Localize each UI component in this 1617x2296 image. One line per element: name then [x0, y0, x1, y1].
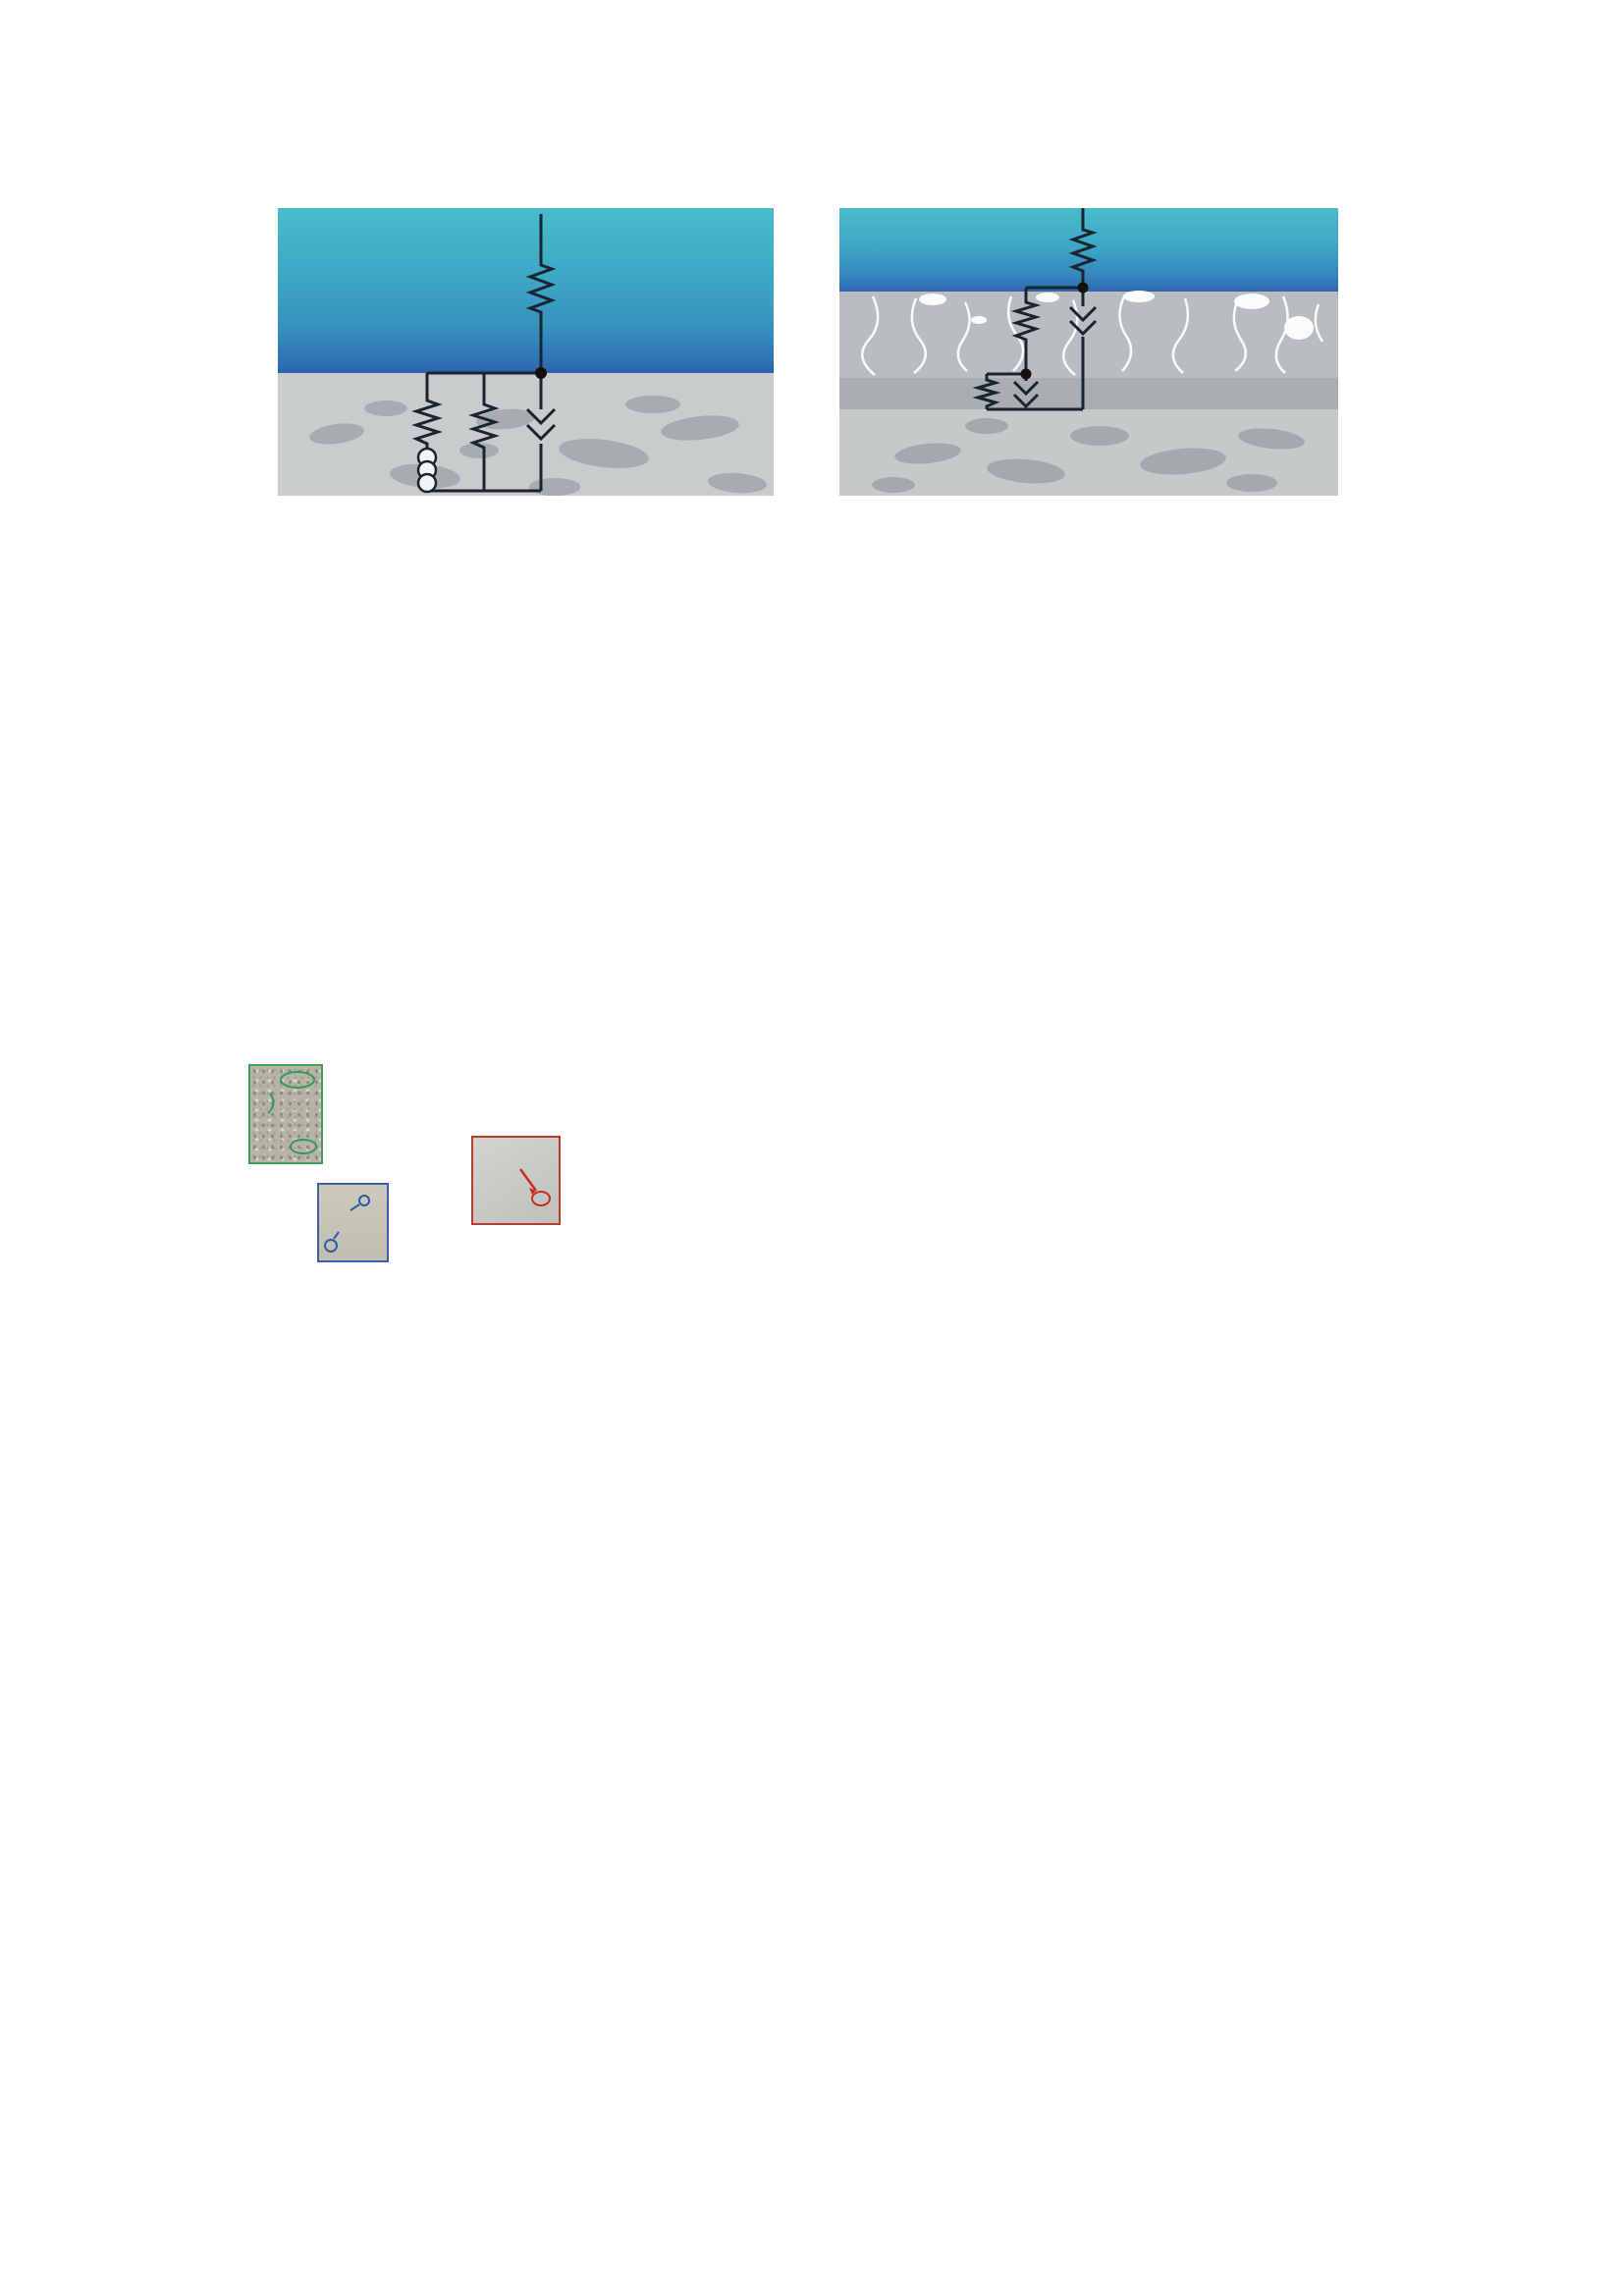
nacl-solution-region-b — [839, 208, 1338, 292]
hydrogen-evolution-plot — [137, 927, 648, 1390]
fig9-chart — [137, 927, 648, 1390]
left-column — [110, 925, 809, 1426]
right-column — [835, 925, 1534, 1426]
figure8-caption — [98, 517, 1519, 547]
equivalent-circuit-a — [278, 208, 774, 496]
figure8-panel-a — [278, 208, 774, 496]
inset-pitting-blue — [317, 1183, 389, 1262]
table3-title — [98, 588, 1519, 617]
circuit-node-1 — [1078, 283, 1089, 294]
figure8-panel-b — [839, 208, 1338, 496]
pitting-red-annotations — [473, 1138, 559, 1223]
inner-layer-region — [839, 378, 1338, 409]
inset-pitting-red — [471, 1136, 561, 1225]
inset-local-corrosion — [248, 1064, 323, 1164]
circuit-node — [535, 367, 547, 379]
table3 — [98, 624, 1519, 635]
local-corrosion-annotations — [250, 1066, 321, 1162]
circuit-node-2 — [1021, 369, 1032, 380]
nacl-solution-region — [278, 208, 774, 373]
equivalent-circuit-b — [839, 208, 1338, 496]
figure8 — [278, 208, 1338, 496]
body-content — [110, 925, 1534, 1426]
inductor-coil — [418, 449, 436, 492]
fig9-caption — [110, 1390, 809, 1426]
pitting-blue-annotations — [319, 1185, 387, 1260]
